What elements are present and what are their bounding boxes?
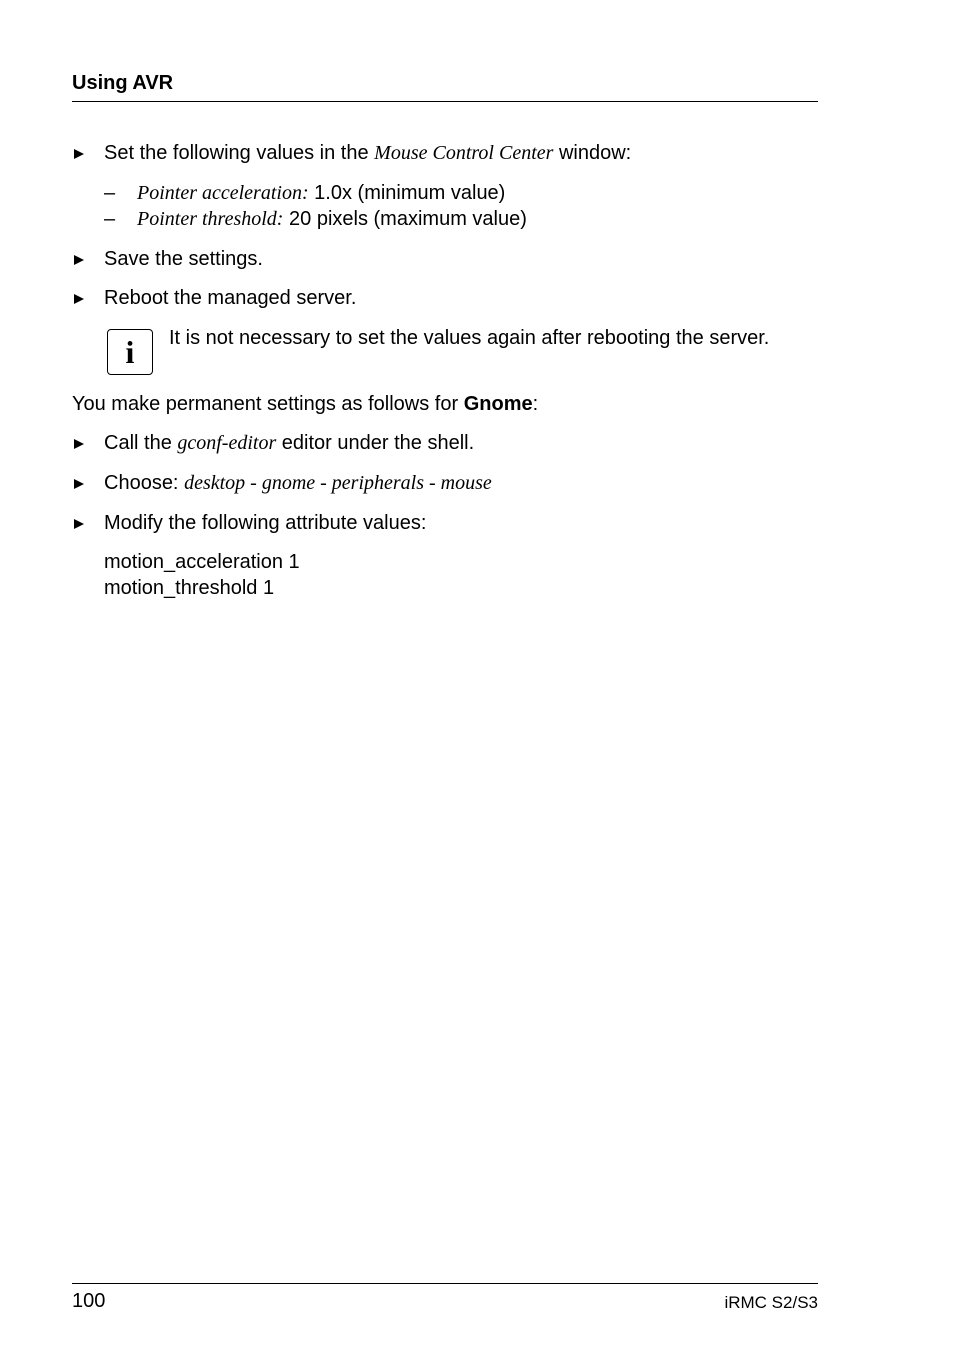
step-reboot: Reboot the managed server. — [104, 287, 357, 309]
step-bullet-icon — [74, 519, 84, 529]
footer-rule — [72, 1283, 818, 1284]
running-header: Using AVR — [72, 72, 174, 94]
step-call-editor: Call the gconf-editor editor under the shell. — [104, 432, 475, 454]
info-note-text: It is not necessary to set the values again after rebooting the server. — [169, 327, 770, 349]
step-set-values: Set the following values in the Mouse Control Center window: — [104, 142, 632, 164]
gnome-intro: You make permanent settings as follows for Gnome: — [72, 393, 539, 415]
step-modify-attributes: Modify the following attribute values: — [104, 512, 427, 534]
window-name: Mouse Control Center — [374, 142, 554, 164]
step-bullet-icon — [74, 255, 84, 265]
header-rule — [72, 101, 818, 102]
info-icon: i — [107, 329, 153, 375]
step-bullet-icon — [74, 294, 84, 304]
step-save-settings: Save the settings. — [104, 248, 263, 270]
page-number: 100 — [72, 1290, 106, 1312]
subitem-pointer-threshold: Pointer threshold: 20 pixels (maximum value) — [137, 208, 527, 230]
attribute-value: motion_acceleration 1 — [104, 551, 300, 573]
subitem-dash: – — [104, 182, 116, 204]
step-choose-path: Choose: desktop - gnome - peripherals - mouse — [104, 472, 492, 494]
product-name: iRMC S2/S3 — [724, 1293, 818, 1312]
attribute-value: motion_threshold 1 — [104, 577, 275, 599]
step-bullet-icon — [74, 149, 84, 159]
step-bullet-icon — [74, 479, 84, 489]
subitem-dash: – — [104, 208, 116, 230]
subitem-pointer-acceleration: Pointer acceleration: 1.0x (minimum value) — [137, 182, 506, 204]
step-bullet-icon — [74, 439, 84, 449]
